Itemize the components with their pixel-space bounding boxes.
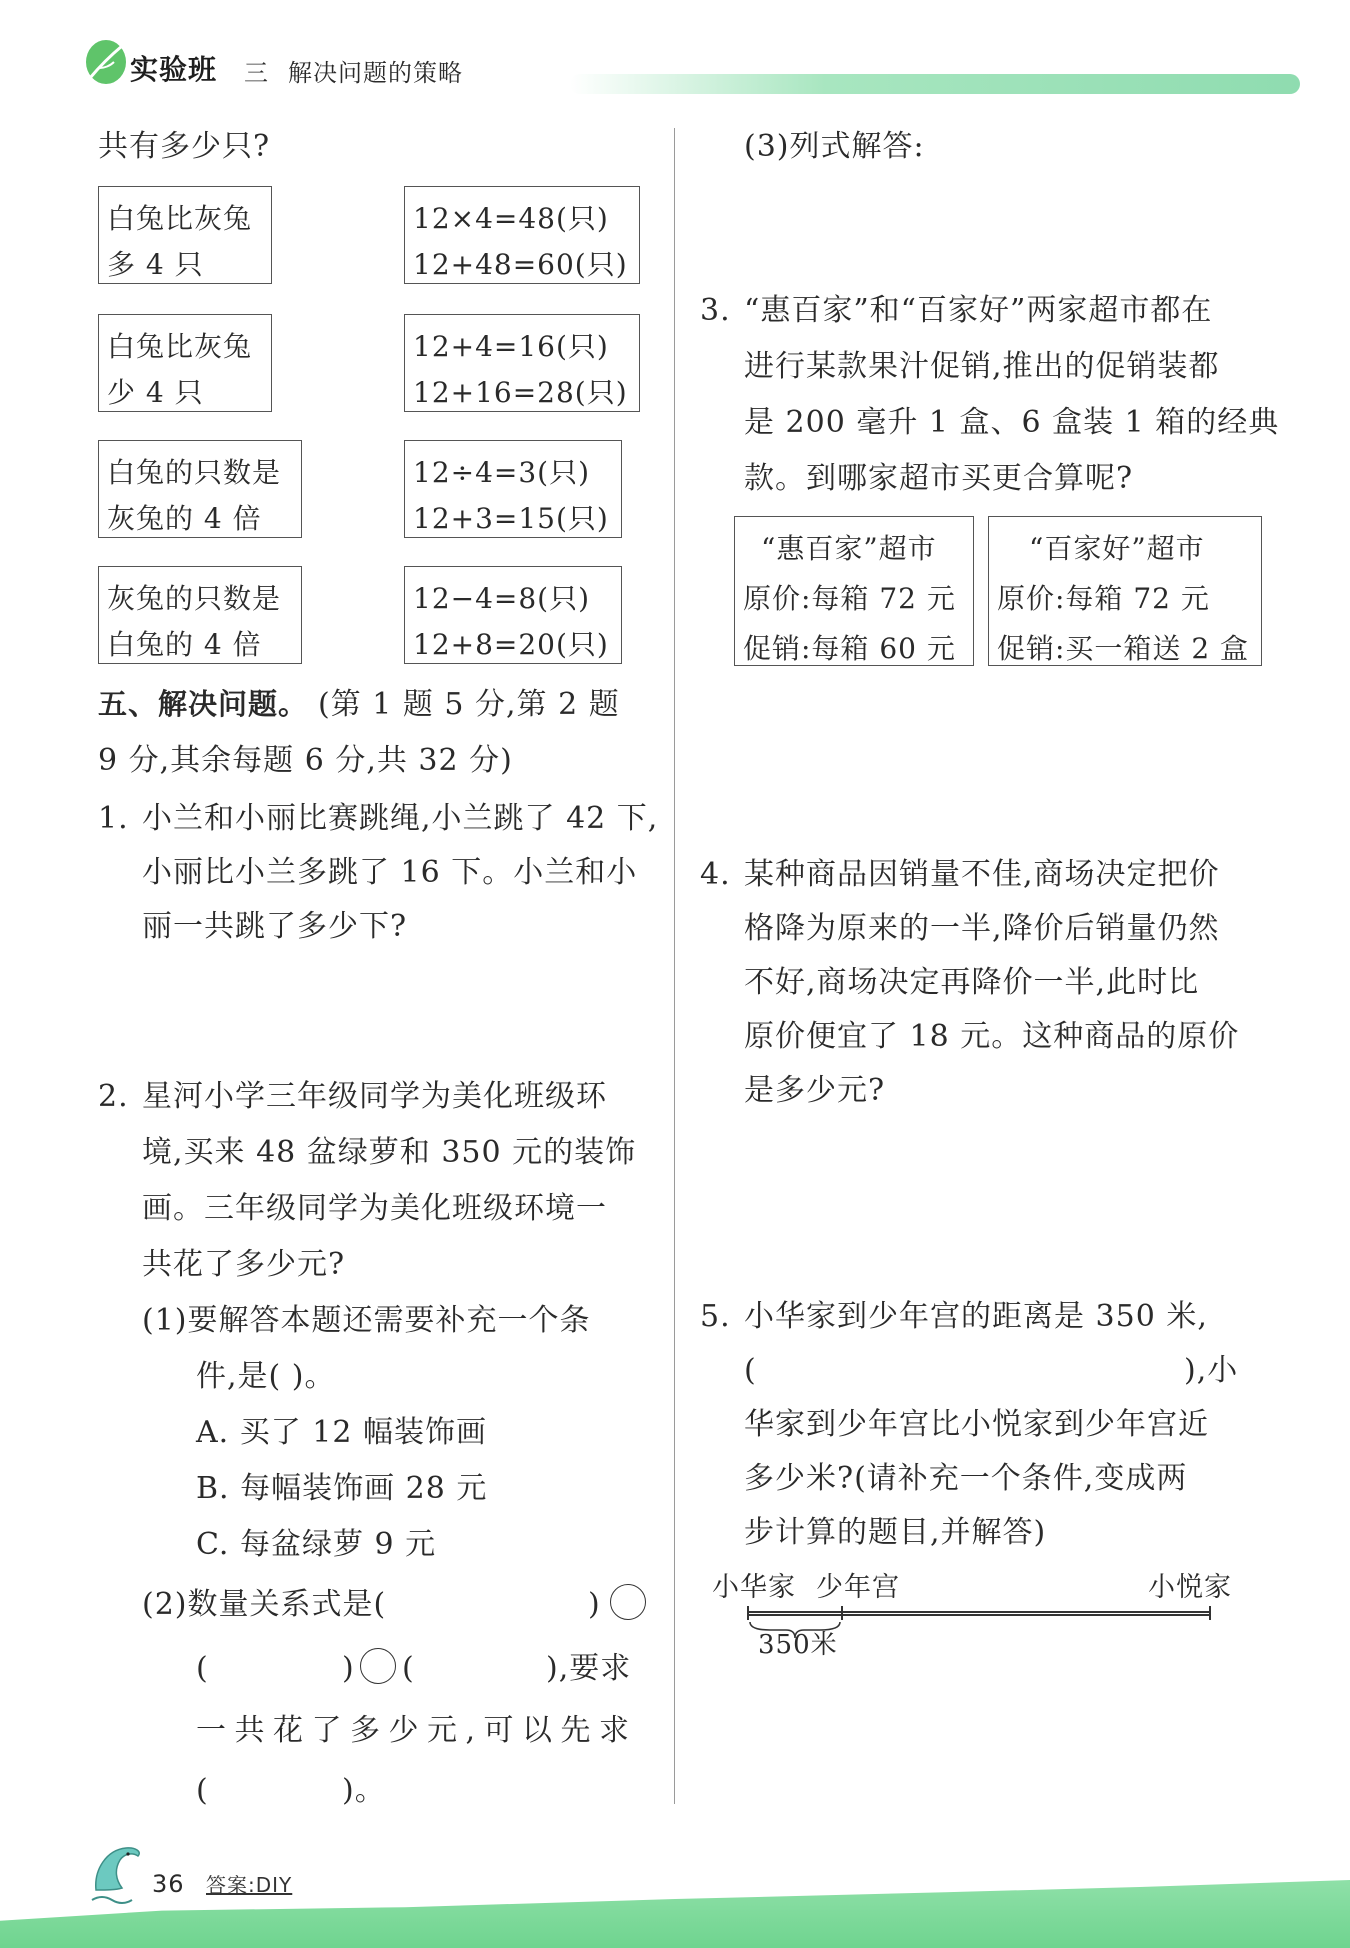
condition-text: 白兔比灰兔 — [107, 202, 253, 235]
question-number: 1. — [98, 801, 129, 836]
formula-text: 12+4=16(只) — [413, 330, 609, 363]
question-text: ),要求 — [546, 1651, 632, 1686]
question-tail: 共有多少只? — [98, 129, 271, 164]
option-c[interactable]: C. 每盆绿萝 9 元 — [196, 1527, 437, 1562]
store-promo-price: 促销:买一箱送 2 盒 — [997, 632, 1250, 665]
blank-paren[interactable]: ) — [342, 1651, 355, 1686]
column-divider — [674, 128, 675, 1804]
question-text: 一共花了多少元,可以先求 — [196, 1713, 638, 1748]
section-title: 五、解决问题。 — [98, 687, 309, 721]
question-text: 进行某款果汁促销,推出的促销装都 — [744, 349, 1220, 384]
blank-paren[interactable]: ( — [196, 1651, 209, 1686]
formula-text: 12÷4=3(只) — [413, 456, 591, 489]
header-band — [570, 74, 1300, 94]
formula-text: 12×4=48(只) — [413, 202, 609, 235]
section-scoring: 9 分,其余每题 6 分,共 32 分) — [98, 743, 513, 778]
question-text: ),小 — [1184, 1353, 1239, 1388]
question-text: 小华家到少年宫的距离是 350 米, — [744, 1299, 1208, 1334]
store-name: “百家好”超市 — [1029, 532, 1205, 565]
label-youth-palace: 少年宫 — [816, 1572, 900, 1603]
question-number: 5. — [700, 1299, 731, 1334]
question-text: “惠百家”和“百家好”两家超市都在 — [744, 293, 1213, 328]
question-text: 格降为原来的一半,降价后销量仍然 — [744, 911, 1220, 946]
question-text: 小丽比小兰多跳了 16 下。小兰和小 — [142, 855, 638, 890]
store-original-price: 原价:每箱 72 元 — [743, 582, 956, 615]
question-text: 是 200 毫升 1 盒、6 盒装 1 箱的经典 — [744, 405, 1280, 440]
operator-circle[interactable] — [360, 1648, 396, 1684]
blank-paren[interactable]: ( — [402, 1651, 415, 1686]
distance-label: 350米 — [758, 1630, 838, 1660]
sub-question: (2)数量关系式是( — [142, 1587, 387, 1622]
question-text: 不好,商场决定再降价一半,此时比 — [744, 965, 1200, 1000]
store-promo-price: 促销:每箱 60 元 — [743, 632, 956, 665]
question-text: 原价便宜了 18 元。这种商品的原价 — [744, 1019, 1240, 1054]
question-text: 步计算的题目,并解答) — [744, 1515, 1047, 1550]
unit-title: 解决问题的策略 — [288, 59, 463, 87]
formula-box-4[interactable] — [404, 566, 622, 664]
formula-box-3[interactable] — [404, 440, 622, 538]
condition-text: 白兔的只数是 — [107, 456, 282, 489]
question-text: )。 — [342, 1773, 386, 1808]
label-xiaohua-home: 小华家 — [712, 1572, 796, 1603]
question-text: 某种商品因销量不佳,商场决定把价 — [744, 857, 1220, 892]
option-a[interactable]: A. 买了 12 幅装饰画 — [196, 1415, 487, 1450]
leaf-logo-icon — [82, 38, 130, 86]
dolphin-icon — [86, 1840, 146, 1910]
blank-paren[interactable]: ( — [744, 1353, 757, 1388]
question-text: 多少米?(请补充一个条件,变成两 — [744, 1461, 1188, 1496]
question-text: 画。三年级同学为美化班级环境一 — [142, 1191, 607, 1226]
question-text: 丽一共跳了多少下? — [142, 909, 408, 944]
question-text: 小兰和小丽比赛跳绳,小兰跳了 42 下, — [142, 801, 659, 836]
brand-title: 实验班 — [130, 53, 218, 86]
formula-text: 12+16=28(只) — [413, 376, 628, 409]
question-number: 2. — [98, 1079, 129, 1114]
condition-box-1[interactable] — [98, 186, 272, 284]
condition-text: 灰兔的 4 倍 — [107, 502, 262, 535]
formula-box-2[interactable] — [404, 314, 640, 412]
store-name: “惠百家”超市 — [761, 532, 937, 565]
sub-question: (1)要解答本题还需要补充一个条 — [142, 1303, 591, 1338]
label-xiaoyue-home: 小悦家 — [1148, 1572, 1232, 1603]
section-scoring: (第 1 题 5 分,第 2 题 — [318, 687, 620, 722]
blank-paren[interactable]: ) — [588, 1587, 601, 1622]
condition-text: 多 4 只 — [107, 248, 204, 281]
question-text: 是多少元? — [744, 1073, 886, 1108]
option-b[interactable]: B. 每幅装饰画 28 元 — [196, 1471, 488, 1506]
question-text: 星河小学三年级同学为美化班级环 — [142, 1079, 607, 1114]
question-text: 共花了多少元? — [142, 1247, 346, 1282]
formula-text: 12+8=20(只) — [413, 628, 609, 661]
sub-question: (3)列式解答: — [744, 129, 925, 164]
condition-text: 白兔比灰兔 — [107, 330, 253, 363]
store-card-huibaijia — [734, 516, 974, 666]
page-number: 36 — [152, 1870, 185, 1898]
question-text: 华家到少年宫比小悦家到少年宫近 — [744, 1407, 1209, 1442]
blank-paren[interactable]: ( — [196, 1773, 209, 1808]
formula-text: 12+3=15(只) — [413, 502, 609, 535]
sub-question[interactable]: 件,是( )。 — [196, 1359, 336, 1394]
formula-box-1[interactable] — [404, 186, 640, 284]
condition-box-3[interactable] — [98, 440, 302, 538]
question-text: 款。到哪家超市买更合算呢? — [744, 461, 1134, 496]
condition-box-2[interactable] — [98, 314, 272, 412]
answer-label: 答案:DIY — [206, 1873, 293, 1897]
store-card-baijiahao — [988, 516, 1262, 666]
question-number: 4. — [700, 857, 731, 892]
formula-text: 12+48=60(只) — [413, 248, 628, 281]
footer-wave — [0, 1880, 1350, 1948]
condition-text: 少 4 只 — [107, 376, 204, 409]
unit-number: 三 — [244, 59, 269, 87]
condition-text: 白兔的 4 倍 — [107, 628, 262, 661]
condition-text: 灰兔的只数是 — [107, 582, 282, 615]
formula-text: 12−4=8(只) — [413, 582, 591, 615]
question-text: 境,买来 48 盆绿萝和 350 元的装饰 — [142, 1135, 637, 1170]
store-original-price: 原价:每箱 72 元 — [997, 582, 1210, 615]
operator-circle[interactable] — [610, 1584, 646, 1620]
question-number: 3. — [700, 293, 731, 328]
condition-box-4[interactable] — [98, 566, 302, 664]
